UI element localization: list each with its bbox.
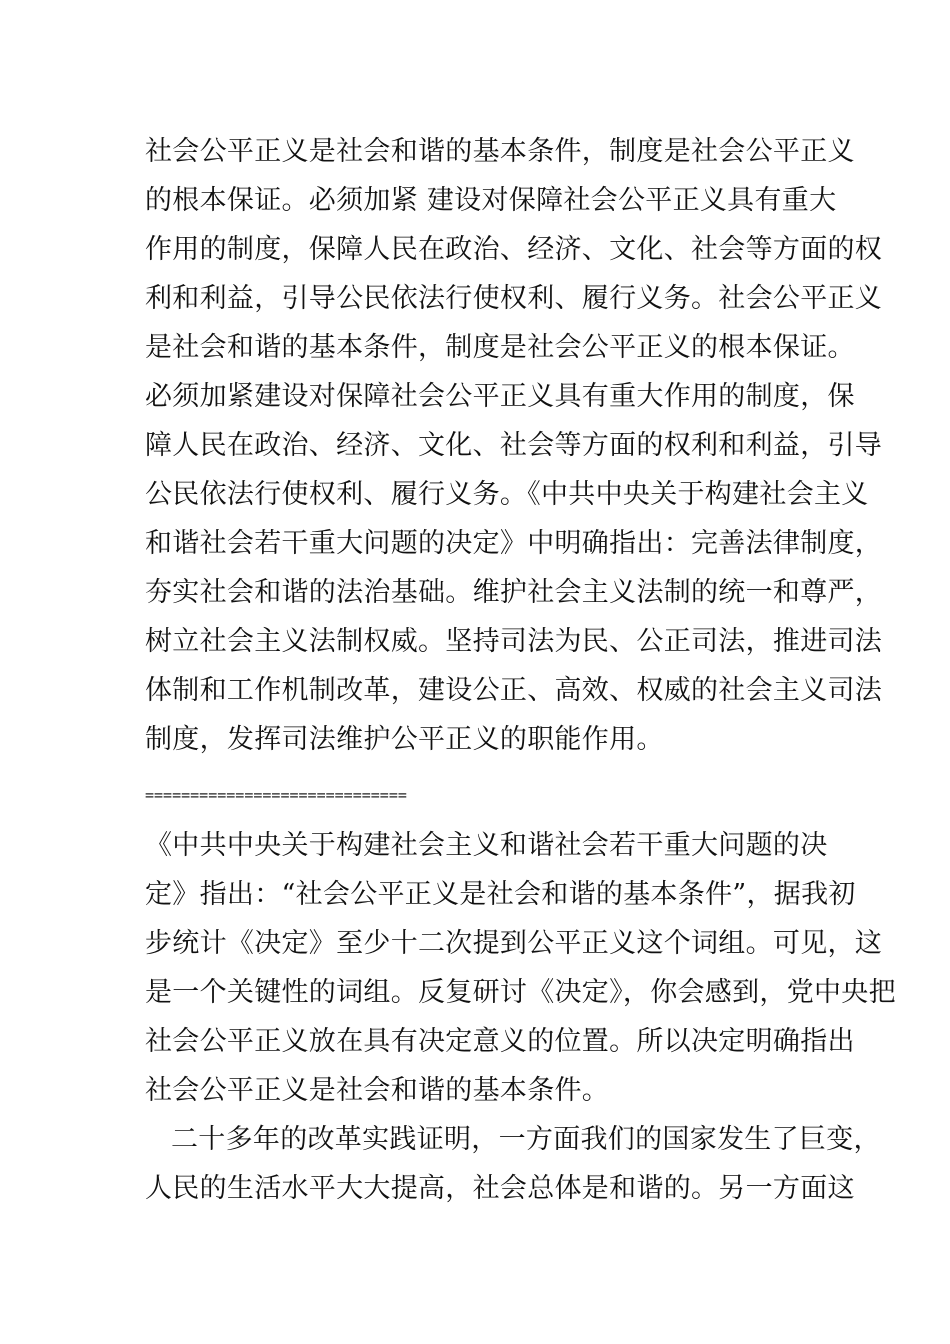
text-line: 定》指出：“社会公平正义是社会和谐的基本条件”，据我初 [145, 879, 856, 910]
paragraph-decision-quote [145, 821, 896, 1213]
text-line: 作用的制度，保障人民在政治、经济、文化、社会等方面的权 [145, 234, 883, 265]
text-line: 必须加紧建设对保障社会公平正义具有重大作用的制度，保 [145, 381, 855, 412]
text-line: 夯实社会和谐的法治基础。维护社会主义法制的统一和尊严， [145, 577, 883, 608]
text-line: 《中共中央关于构建社会主义和谐社会若干重大问题的决 [145, 830, 828, 861]
text-line: 制度，发挥司法维护公平正义的职能作用。 [145, 724, 664, 755]
paragraph-fairness-justice [145, 127, 883, 764]
text-line: 障人民在政治、经济、文化、社会等方面的权利和利益，引导 [145, 430, 883, 461]
text-line: 树立社会主义法制权威。坚持司法为民、公正司法，推进司法 [145, 626, 883, 657]
text-line: 公民依法行使权利、履行义务。《中共中央关于构建社会主义 [145, 479, 869, 510]
text-line: 体制和工作机制改革，建设公正、高效、权威的社会主义司法 [145, 675, 883, 706]
text-line: 是一个关键性的词组。反复研讨《决定》，你会感到，党中央把 [145, 977, 896, 1008]
text-line: 社会公平正义是社会和谐的基本条件，制度是社会公平正义 [145, 136, 855, 167]
text-line: 和谐社会若干重大问题的决定》中明确指出：完善法律制度， [145, 528, 883, 559]
text-line: 步统计《决定》至少十二次提到公平正义这个词组。可见，这 [145, 928, 883, 959]
text-line: 社会公平正义放在具有决定意义的位置。所以决定明确指出 [145, 1026, 855, 1057]
text-line: 的根本保证。必须加紧 建设对保障社会公平正义具有重大 [145, 185, 837, 216]
text-line: 二十多年的改革实践证明，一方面我们的国家发生了巨变， [171, 1124, 881, 1155]
text-line: 人民的生活水平大大提高，社会总体是和谐的。另一方面这 [145, 1173, 855, 1204]
text-line: 利和利益，引导公民依法行使权利、履行义务。社会公平正义 [145, 283, 883, 314]
text-line: 是社会和谐的基本条件，制度是社会公平正义的根本保证。 [145, 332, 855, 363]
text-line: 社会公平正义是社会和谐的基本条件。 [145, 1075, 610, 1106]
separator-line: ============================= [145, 786, 407, 804]
